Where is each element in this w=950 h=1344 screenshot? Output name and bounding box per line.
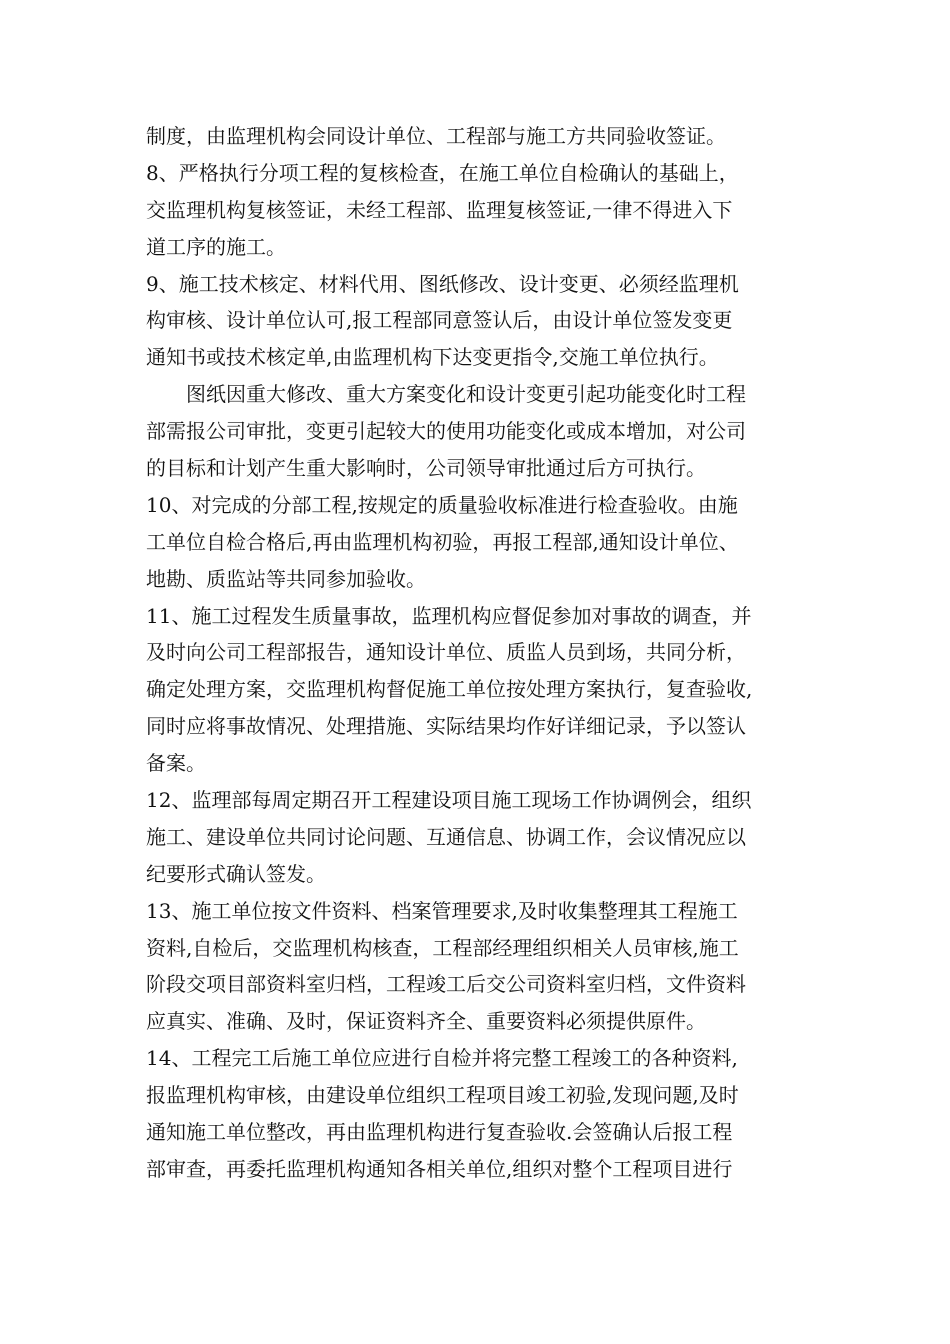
text-line: 施工、建设单位共同讨论问题、互通信息、协调工作，会议情况应以 [146,824,746,849]
text-line: 9、施工技术核定、材料代用、图纸修改、设计变更、必须经监理机 [146,271,739,296]
text-line: 10、对完成的分部工程,按规定的质量验收标准进行检查验收。由施 [146,492,738,517]
text-line: 及时向公司工程部报告，通知设计单位、质监人员到场，共同分析， [146,640,746,665]
text-line: 资料,自检后，交监理机构核查，工程部经理组织相关人员审核,施工 [146,935,739,960]
text-line: 部需报公司审批，变更引起较大的使用功能变化或成本增加，对公司 [146,419,746,444]
text-line: 14、工程完工后施工单位应进行自检并将完整工程竣工的各种资料, [146,1046,738,1071]
text-line: 交监理机构复核签证，未经工程部、监理复核签证,一律不得进入下 [146,197,733,222]
body-text [146,118,806,1188]
text-line: 12、监理部每周定期召开工程建设项目施工现场工作协调例会，组织 [146,788,752,813]
text-line: 图纸因重大修改、重大方案变化和设计变更引起功能变化时工程 [186,382,746,407]
text-line: 阶段交项目部资料室归档，工程竣工后交公司资料室归档，文件资料 [146,972,746,997]
text-line: 地勘、质监站等共同参加验收。 [146,566,426,591]
text-line: 备案。 [146,751,206,776]
text-line: 应真实、准确、及时，保证资料齐全、重要资料必须提供原件。 [146,1009,706,1034]
text-line: 通知书或技术核定单,由监理机构下达变更指令,交施工单位执行。 [146,345,719,370]
text-line: 部审查，再委托监理机构通知各相关单位,组织对整个工程项目进行 [146,1156,733,1181]
text-line: 同时应将事故情况、处理措施、实际结果均作好详细记录，予以签认 [146,714,746,739]
text-line: 工单位自检合格后,再由监理机构初验，再报工程部,通知设计单位、 [146,529,739,554]
text-line: 的目标和计划产生重大影响时，公司领导审批通过后方可执行。 [146,456,706,481]
text-line: 报监理机构审核，由建设单位组织工程项目竣工初验,发现问题,及时 [146,1083,739,1108]
text-line: 道工序的施工。 [146,234,286,259]
text-line: 11、施工过程发生质量事故，监理机构应督促参加对事故的调查，并 [146,603,752,628]
text-line: 确定处理方案，交监理机构督促施工单位按处理方案执行，复查验收, [146,677,753,702]
text-line: 通知施工单位整改，再由监理机构进行复查验收.会签确认后报工程 [146,1120,733,1145]
text-line: 13、施工单位按文件资料、档案管理要求,及时收集整理其工程施工 [146,898,738,923]
text-line: 纪要形式确认签发。 [146,861,326,886]
text-line: 制度，由监理机构会同设计单位、工程部与施工方共同验收签证。 [146,124,726,148]
text-line: 构审核、设计单位认可,报工程部同意签认后，由设计单位签发变更 [146,308,733,333]
text-line: 8、严格执行分项工程的复核检查，在施工单位自检确认的基础上， [146,160,739,185]
